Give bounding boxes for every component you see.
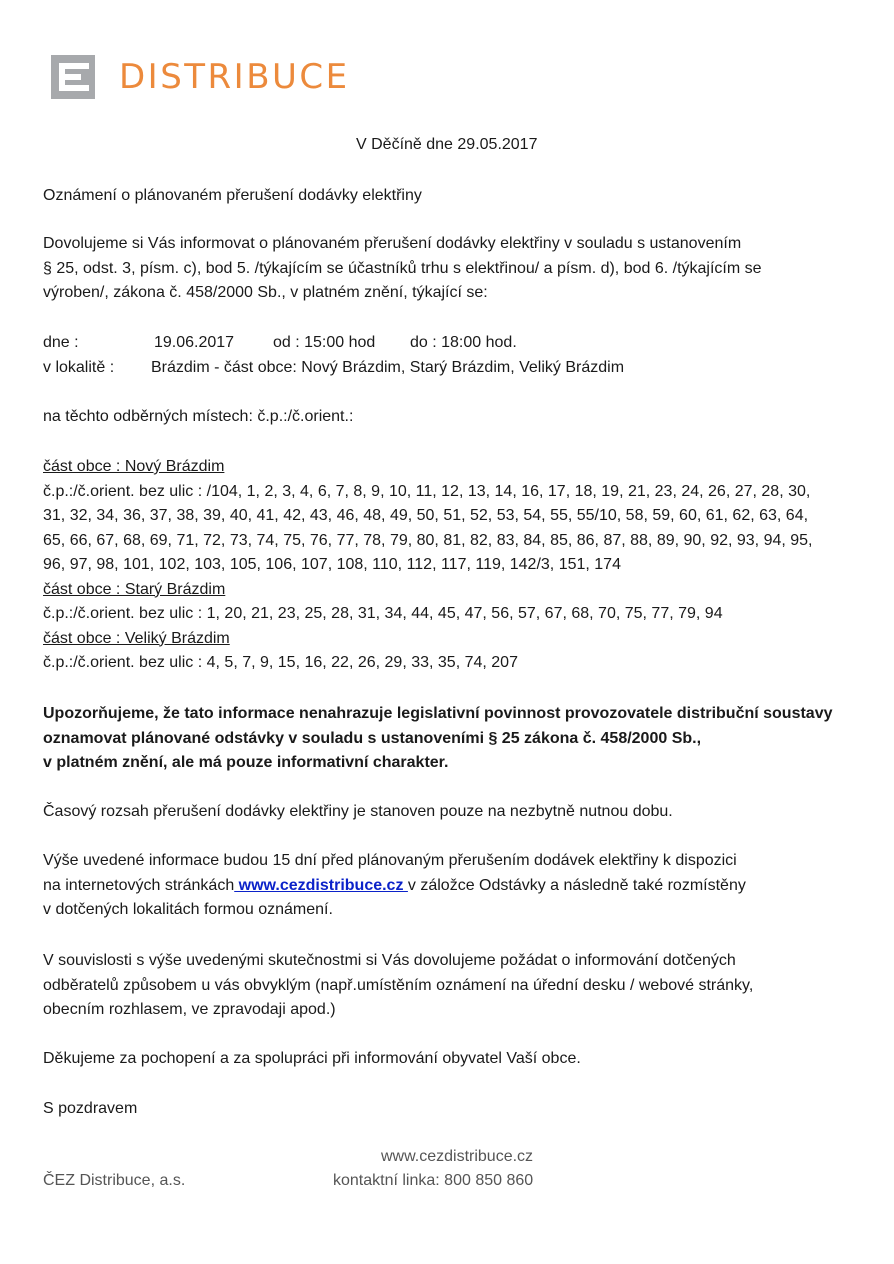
intro-line: výroben/, zákona č. 458/2000 Sb., v platném znění, týkající se: — [43, 284, 488, 301]
availability-line — [43, 874, 746, 899]
availability-text: na internetových stránkách — [43, 876, 235, 894]
section-heading: část obce : Starý Brázdim — [43, 580, 226, 598]
thanks-line: Děkujeme za pochopení a za spolupráci při informování obyvatel Vaší obce. — [43, 1050, 581, 1067]
date-line: V Děčíně dne 29.05.2017 — [356, 136, 538, 153]
closing-line: S pozdravem — [43, 1100, 138, 1117]
address-line: 65, 66, 67, 68, 69, 71, 72, 73, 74, 75, 76, 77, 78, 79, 80, 81, 82, 83, 84, 85, 86, 87, 88, 89, 90, 92, 93, 94, 95, — [43, 531, 813, 549]
address-line: č.p.:/č.orient. bez ulic : 1, 20, 21, 23, 25, 28, 31, 34, 44, 45, 47, 56, 57, 67, 68, 70, 75, 77, 79, 94 — [43, 605, 723, 622]
time-from: od : 15:00 hod — [273, 334, 376, 351]
schedule-date-row — [43, 331, 863, 356]
intro-paragraph — [43, 232, 863, 306]
legal-warning — [43, 702, 833, 776]
cez-logo-icon — [51, 55, 95, 99]
schedule-locality-row — [43, 356, 863, 381]
day-label: dne : — [43, 334, 79, 351]
address-line: č.p.:/č.orient. bez ulic : /104, 1, 2, 3, 4, 6, 7, 8, 9, 10, 11, 12, 13, 14, 16, 17, 18, 19, 21, 23, 24, 26, 27, 28, 30, — [43, 482, 811, 500]
website-link[interactable]: www.cezdistribuce.cz — [234, 876, 408, 894]
intro-line: Dovolujeme si Vás informovat o plánovaném přerušení dodávky elektřiny v souladu s ustanovením — [43, 235, 742, 252]
time-to: do : 18:00 hod. — [410, 334, 517, 351]
places-intro: na těchto odběrných místech: č.p.:/č.orient.: — [43, 408, 354, 425]
intro-line: § 25, odst. 3, písm. c), bod 5. /týkajícím se účastníků trhu s elektřinou/ a písm. d), bod 6. /týkajícím se — [43, 259, 762, 277]
footer-hotline: kontaktní linka: 800 850 860 — [333, 1172, 534, 1189]
footer-company: ČEZ Distribuce, a.s. — [43, 1172, 186, 1189]
request-line: obecním rozhlasem, ve zpravodaji apod.) — [43, 1001, 336, 1018]
locality-value: Brázdim - část obce: Nový Brázdim, Starý Brázdim, Veliký Brázdim — [151, 359, 625, 376]
day-value: 19.06.2017 — [154, 334, 235, 351]
address-line: č.p.:/č.orient. bez ulic : 4, 5, 7, 9, 15, 16, 22, 26, 29, 33, 35, 74, 207 — [43, 654, 518, 671]
warning-line: Upozorňujeme, že tato informace nenahrazuje legislativní povinnost provozovatele distribuční soustavy — [43, 705, 833, 722]
address-line: 96, 97, 98, 101, 102, 103, 105, 106, 107, 108, 110, 112, 117, 119, 142/3, 151, 174 — [43, 556, 621, 573]
availability-line: v dotčených lokalitách formou oznámení. — [43, 901, 333, 918]
address-line: 31, 32, 34, 36, 37, 38, 39, 40, 41, 42, 43, 46, 48, 49, 50, 51, 52, 53, 54, 55, 55/10, 58, 59, 60, 61, 62, 63, 64, — [43, 507, 809, 524]
footer-website: www.cezdistribuce.cz — [381, 1148, 534, 1165]
section-heading: část obce : Veliký Brázdim — [43, 629, 230, 647]
availability-paragraph — [43, 849, 746, 923]
section-heading: část obce : Nový Brázdim — [43, 458, 225, 475]
warning-line: oznamovat plánované odstávky v souladu s ustanoveními § 25 zákona č. 458/2000 Sb., — [43, 729, 702, 747]
request-paragraph — [43, 949, 753, 1023]
time-note: Časový rozsah přerušení dodávky elektřiny je stanoven pouze na nezbytně nutnou dobu. — [43, 803, 673, 820]
locality-label: v lokalitě : — [43, 359, 115, 376]
logo-text: DISTRIBUCE — [119, 57, 350, 97]
availability-line: Výše uvedené informace budou 15 dní před plánovaným přerušením dodávek elektřiny k dispozici — [43, 852, 737, 869]
subject-line: Oznámení o plánovaném přerušení dodávky elektřiny — [43, 187, 422, 204]
company-logo — [51, 55, 350, 99]
request-line: odběratelů způsobem u vás obvyklým (např.umístěním oznámení na úřední desku / webové stránky, — [43, 976, 754, 994]
request-line: V souvislosti s výše uvedenými skutečnostmi si Vás dovolujeme požádat o informování dotčených — [43, 952, 736, 969]
availability-text: v záložce Odstávky a následně také rozmístěny — [407, 876, 746, 894]
warning-line: v platném znění, ale má pouze informativní charakter. — [43, 754, 449, 771]
address-sections — [43, 455, 873, 676]
